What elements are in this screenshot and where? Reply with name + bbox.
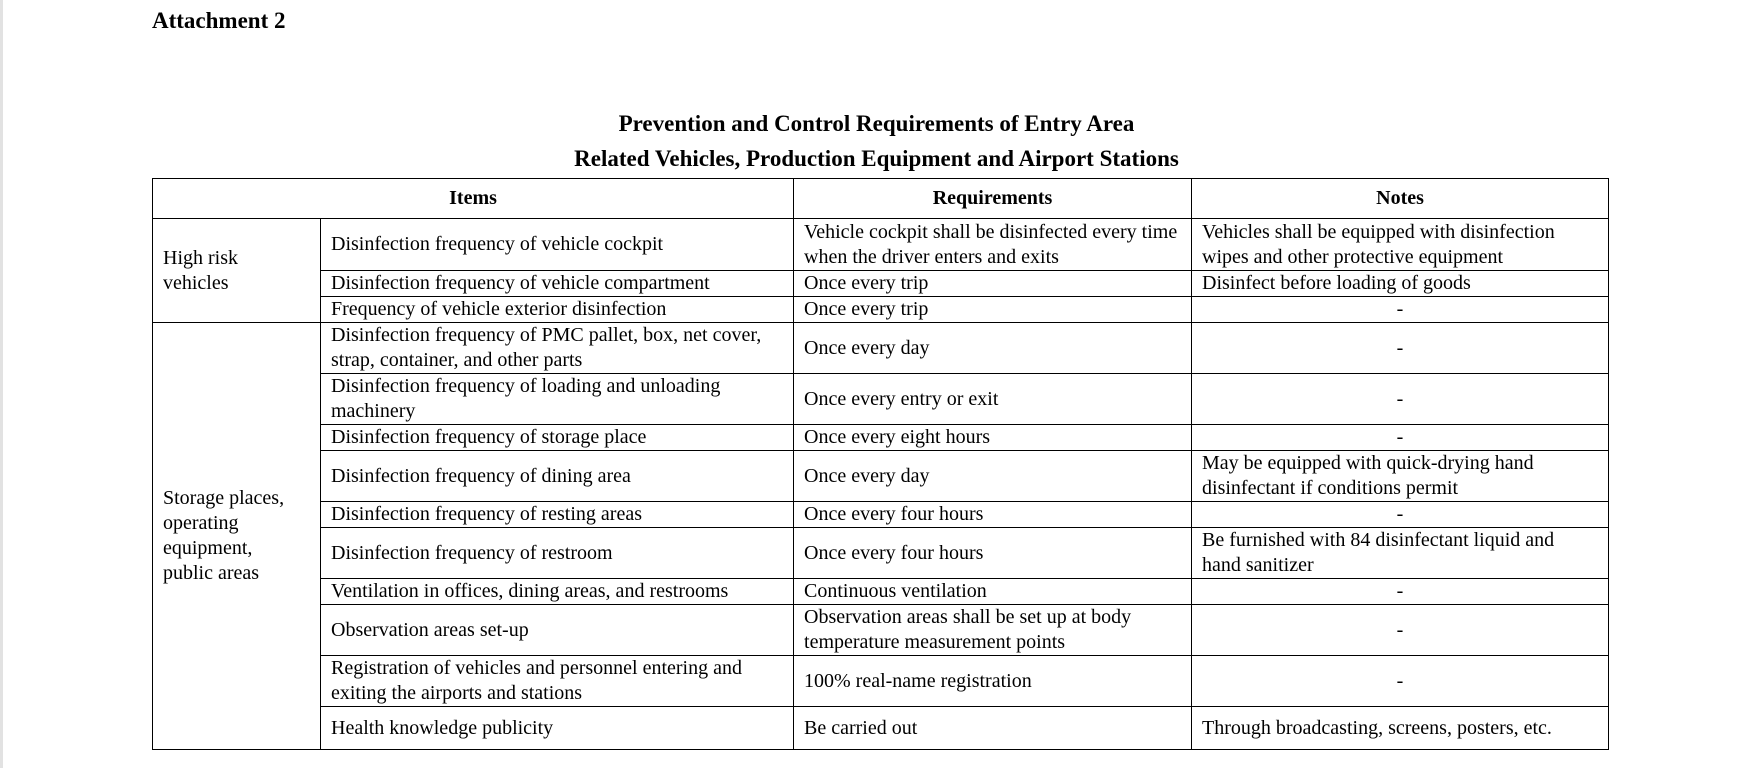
requirement-cell: 100% real-name registration — [794, 656, 1192, 707]
table-row — [153, 323, 1609, 374]
note-cell: - — [1192, 425, 1609, 451]
note-cell: - — [1192, 605, 1609, 656]
item-cell: Disinfection frequency of dining area — [321, 451, 794, 502]
table-row — [153, 528, 1609, 579]
item-cell: Disinfection frequency of vehicle cockpit — [321, 219, 794, 271]
requirement-cell: Vehicle cockpit shall be disinfected every time when the driver enters and exits — [794, 219, 1192, 271]
note-cell: - — [1192, 374, 1609, 425]
item-cell: Observation areas set-up — [321, 605, 794, 656]
group-label-high-risk-vehicles: High risk vehicles — [153, 219, 321, 323]
item-cell: Frequency of vehicle exterior disinfection — [321, 297, 794, 323]
item-cell: Ventilation in offices, dining areas, and restrooms — [321, 579, 794, 605]
header-items: Items — [153, 179, 794, 219]
note-cell: Be furnished with 84 disinfectant liquid and hand sanitizer — [1192, 528, 1609, 579]
table-row — [153, 502, 1609, 528]
note-cell: - — [1192, 579, 1609, 605]
note-cell: Vehicles shall be equipped with disinfection wipes and other protective equipment — [1192, 219, 1609, 271]
item-cell: Disinfection frequency of PMC pallet, box, net cover, strap, container, and other parts — [321, 323, 794, 374]
requirement-cell: Once every day — [794, 451, 1192, 502]
item-cell: Disinfection frequency of loading and unloading machinery — [321, 374, 794, 425]
requirement-cell: Once every four hours — [794, 528, 1192, 579]
requirement-cell: Once every entry or exit — [794, 374, 1192, 425]
header-notes: Notes — [1192, 179, 1609, 219]
note-cell: - — [1192, 502, 1609, 528]
note-cell: Through broadcasting, screens, posters, etc. — [1192, 707, 1609, 750]
note-cell: - — [1192, 297, 1609, 323]
table-row — [153, 374, 1609, 425]
table-row — [153, 271, 1609, 297]
item-cell: Disinfection frequency of storage place — [321, 425, 794, 451]
item-cell: Registration of vehicles and personnel entering and exiting the airports and stations — [321, 656, 794, 707]
attachment-label: Attachment 2 — [152, 8, 286, 33]
table-row — [153, 605, 1609, 656]
requirement-cell: Once every trip — [794, 297, 1192, 323]
requirement-cell: Once every eight hours — [794, 425, 1192, 451]
item-cell: Disinfection frequency of vehicle compartment — [321, 271, 794, 297]
group-label-storage-places: Storage places, operating equipment, public areas — [153, 323, 321, 750]
note-cell: Disinfect before loading of goods — [1192, 271, 1609, 297]
requirement-cell: Continuous ventilation — [794, 579, 1192, 605]
table-row — [153, 219, 1609, 271]
requirement-cell: Once every trip — [794, 271, 1192, 297]
requirement-cell: Be carried out — [794, 707, 1192, 750]
requirement-cell: Once every day — [794, 323, 1192, 374]
note-cell: May be equipped with quick-drying hand disinfectant if conditions permit — [1192, 451, 1609, 502]
requirement-cell: Once every four hours — [794, 502, 1192, 528]
header-requirements: Requirements — [794, 179, 1192, 219]
item-cell: Disinfection frequency of restroom — [321, 528, 794, 579]
document-title-line-1: Prevention and Control Requirements of Entry Area — [618, 111, 1135, 136]
table-row — [153, 297, 1609, 323]
item-cell: Health knowledge publicity — [321, 707, 794, 750]
requirements-table — [152, 178, 1609, 750]
table-row — [153, 579, 1609, 605]
table-header-row — [153, 179, 1609, 219]
note-cell: - — [1192, 323, 1609, 374]
table-row — [153, 656, 1609, 707]
table-row — [153, 707, 1609, 750]
table-row — [153, 425, 1609, 451]
table-row — [153, 451, 1609, 502]
requirement-cell: Observation areas shall be set up at body temperature measurement points — [794, 605, 1192, 656]
item-cell: Disinfection frequency of resting areas — [321, 502, 794, 528]
document-title-line-2: Related Vehicles, Production Equipment and Airport Stations — [574, 146, 1179, 171]
note-cell: - — [1192, 656, 1609, 707]
